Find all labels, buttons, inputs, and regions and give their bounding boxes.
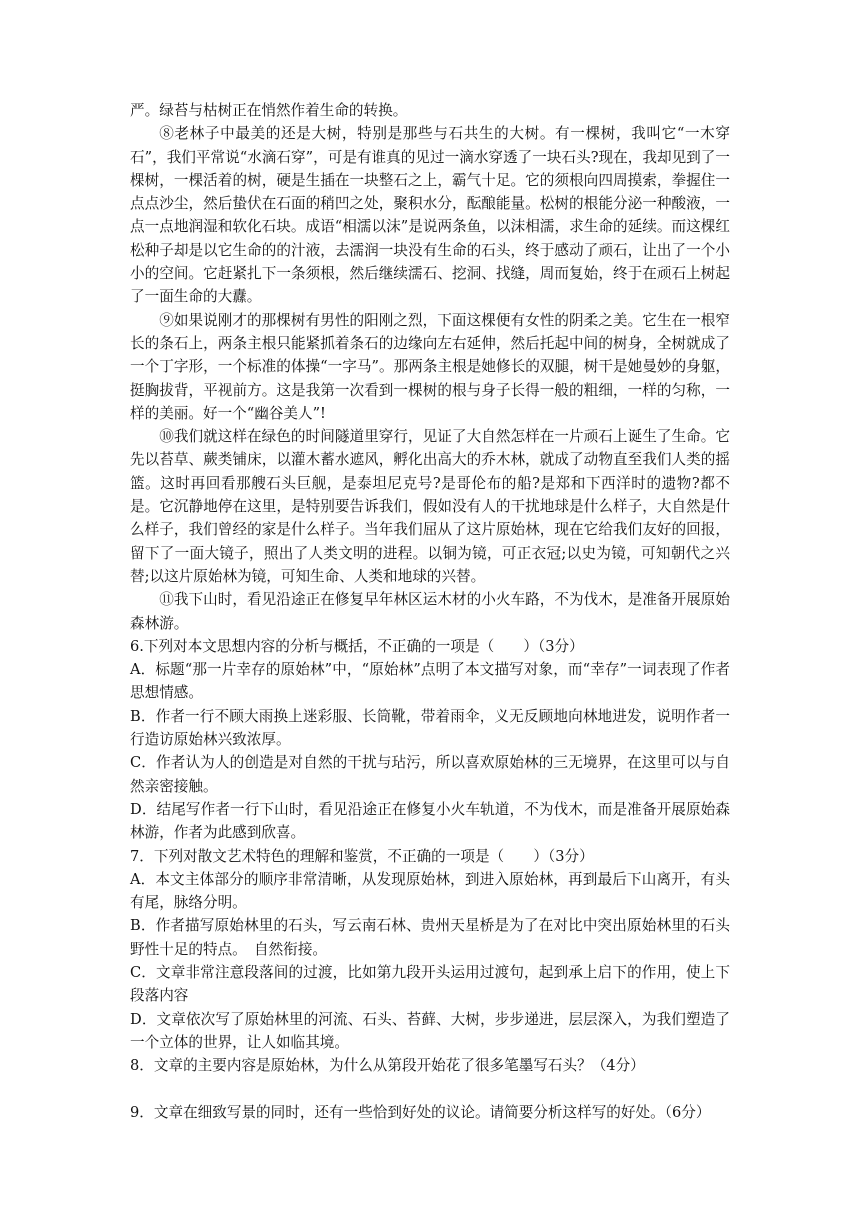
question-9: 9．文章在细致写景的同时，还有一些恰到好处的议论。请简要分析这样写的好处。（6分） [130, 1103, 711, 1121]
question-7: 7．下列对散文艺术特色的理解和鉴赏，不正确的一项是（ ）（3分） [130, 847, 594, 865]
question-8: 8．文章的主要内容是原始林，为什么从第段开始花了很多笔墨写石头？（4分） [130, 1057, 645, 1075]
question-7-option-b: B．作者描写原始林里的石头，写云南石林、贵州天星桥是为了在对比中突出原始林里的石头野性十足的特点。 自然衔接。 [130, 917, 730, 958]
question-6: 6.下列对本文思想内容的分析与概括，不正确的一项是（ ）（3分） [130, 637, 584, 655]
paragraph-10: ⑩我们就这样在绿色的时间隧道里穿行，见证了大自然怎样在一片顽石上诞生了生命。它先以苔草、蕨类铺床，以灌木蓄水遮风，孵化出高大的乔木林，就成了动物直至我们人类的摇篮。这时再回看那艘石头巨舰，是泰坦尼克号?是哥伦布的船?是郑和下西洋时的遗物?都不是。它沉静地停在这里，是特别要告诉我们，假如没有人的干扰地球是什么样子，大自然是什么样子，我们曾经的家是什么样子。当年我们屈从了这片原始林，现在它给我们友好的回报，留下了一面大镜子，照出了人类文明的进程。以铜为镜，可正衣冠;以史为镜，可知朝代之兴替;以这片原始林为镜，可知生命、人类和地球的兴替。 [130, 428, 730, 585]
document-page [130, 99, 730, 1124]
question-6-option-d: D．结尾写作者一行下山时，看见沿途正在修复小火车轨道，不为伐木，而是准备开展原始森林游，作者为此感到欣喜。 [130, 800, 730, 842]
question-7-option-a: A．本文主体部分的顺序非常清晰，从发现原始林，到进入原始林，再到最后下山离开，有头有尾，脉络分明。 [130, 870, 730, 912]
paragraph-8: ⑧老林子中最美的还是大树，特别是那些与石共生的大树。有一棵树，我叫它“一木穿石”，我们平常说“水滴石穿”，可是有谁真的见过一滴水穿透了一块石头?现在，我却见到了一棵树，一棵活着的树，硬是生插在一块整石之上，霸气十足。它的须根向四周摸索，拳握住一点点沙尘，然后蛰伏在石面的稍凹之处，聚积水分，酝酿能量。松树的根能分泌一种酸液，一点一点地润湿和软化石块。成语“相濡以沫”是说两条鱼，以沫相濡，求生命的延续。而这棵红松种子却是以它生命的的汁液，去濡润一块没有生命的石头，终于感动了顽石，让出了一个小小的空间。它赶紧扎下一条须根，然后继续濡石、挖洞、找缝，周而复始，终于在顽石上树起了一面生命的大纛。 [130, 125, 730, 306]
question-7-option-d: D．文章依次写了原始林里的河流、石头、苔藓、大树，步步递进，层层深入，为我们塑造了一个立体的世界，让人如临其境。 [130, 1010, 730, 1051]
paragraph-9: ⑨如果说刚才的那棵树有男性的阳刚之烈，下面这棵便有女性的阴柔之美。它生在一根窄长的条石上，两条主根只能紧抓着条石的边缘向左右延伸，然后托起中间的树身，全树就成了一个丁字形，一个标准的体操“一字马”。那两条主根是她修长的双腿，树干是她曼妙的身躯，挺胸拔背，平视前方。这是我第一次看到一棵树的根与身子长得一般的粗细，一样的匀称，一样的美丽。好一个“幽谷美人”! [130, 311, 730, 422]
question-6-option-c: C．作者认为人的创造是对自然的干扰与玷污，所以喜欢原始林的三无境界，在这里可以与自然亲密接触。 [130, 754, 730, 795]
paragraph-continuation: 严。绿苔与枯树正在悄然作着生命的转换。 [130, 102, 408, 119]
question-6-option-b: B．作者一行不顾大雨换上迷彩服、长筒靴，带着雨伞，义无反顾地向林地进发，说明作者一行造访原始林兴致浓厚。 [130, 707, 730, 749]
question-7-option-c: C．文章非常注意段落间的过渡，比如第九段开头运用过渡句，起到承上启下的作用，使上下段落内容 [130, 963, 730, 1005]
question-6-option-a: A．标题“那一片幸存的原始林”中，“原始林”点明了本文描写对象，而“幸存”一词表现了作者思想情感。 [130, 661, 730, 702]
paragraph-11: ⑪我下山时，看见沿途正在修复早年林区运木材的小火车路，不为伐木，是准备开展原始森林游。 [130, 591, 730, 632]
